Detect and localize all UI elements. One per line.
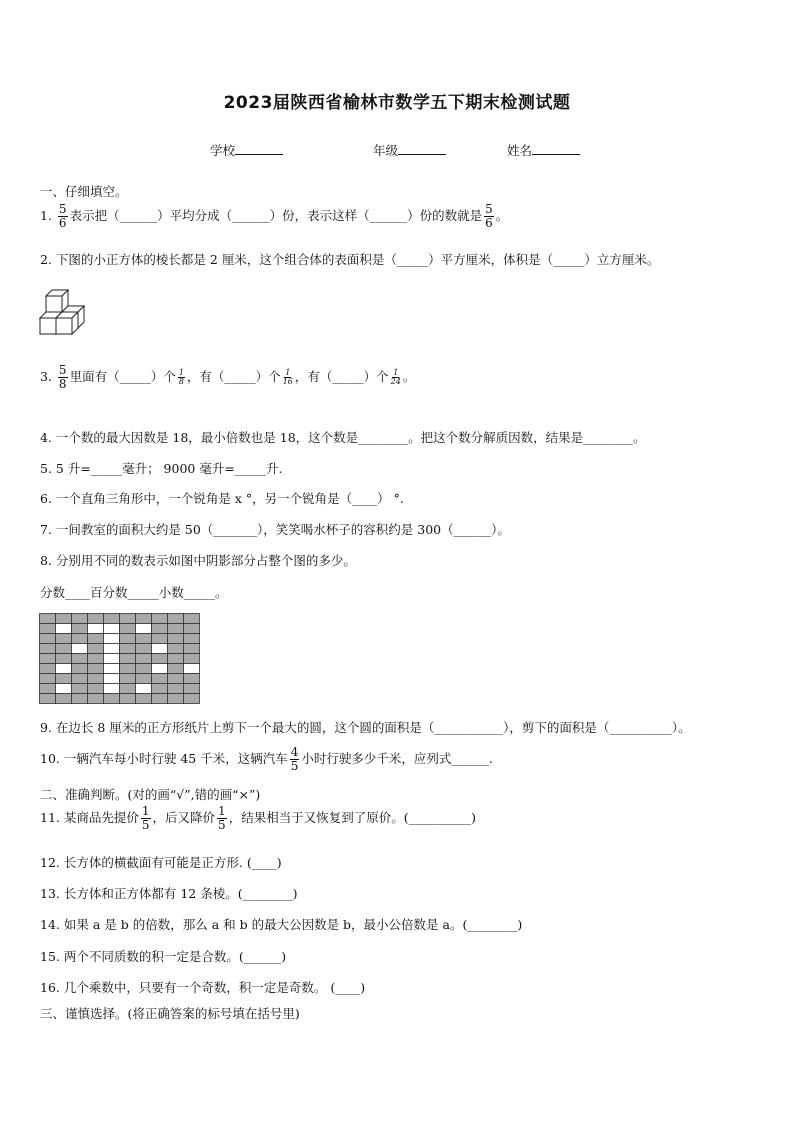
grid-cell-shaded — [136, 614, 152, 624]
grid-cell — [56, 664, 72, 674]
grade-label: 年级 — [373, 143, 399, 158]
grid-cell — [184, 664, 200, 674]
section-3-heading: 三、谨慎选择。(将正确答案的标号填在括号里) — [40, 1006, 300, 1021]
grid-cell-shaded — [152, 624, 168, 634]
cube-front-face — [56, 318, 72, 334]
fraction: $\frac{1}{8}$ — [178, 368, 184, 386]
question-number: 5. — [40, 461, 52, 476]
grid-cell-shaded — [136, 634, 152, 644]
grid-cell-shaded — [184, 684, 200, 694]
grid-cell — [56, 684, 72, 694]
question-number: 14. — [40, 917, 60, 932]
grid-cell-shaded — [152, 674, 168, 684]
question-7 — [40, 520, 510, 538]
question-text: 5 升=_____毫升； 9000 毫升=_____升. — [55, 461, 283, 476]
grid-cell — [56, 624, 72, 634]
school-field — [210, 141, 283, 159]
grid-cell-shaded — [184, 634, 200, 644]
grid-cell-shaded — [168, 654, 184, 664]
question-number: 11. — [40, 810, 60, 825]
grade-field — [373, 141, 446, 159]
grid-cell-shaded — [40, 624, 56, 634]
grid-cell — [136, 624, 152, 634]
grid-cell-shaded — [88, 644, 104, 654]
question-15 — [40, 947, 286, 965]
grid-cell-shaded — [88, 634, 104, 644]
question-8-answer-line: 分数____百分数_____小数_____。 — [40, 585, 228, 600]
section-1-heading: 一、仔细填空。 — [40, 184, 128, 199]
question-text: 长方体的横截面有可能是正方形. (____) — [63, 855, 282, 870]
question-number: 2. — [40, 252, 52, 267]
grid-cell-shaded — [56, 644, 72, 654]
grid-cell-shaded — [168, 694, 184, 704]
section-2-heading: 二、准确判断。(对的画“√”,错的画“×”) — [40, 787, 261, 802]
grid-cell — [104, 644, 120, 654]
grid-cell-shaded — [136, 644, 152, 654]
grid-cell — [136, 684, 152, 694]
grid-cell-shaded — [168, 634, 184, 644]
grid-cell-shaded — [152, 654, 168, 664]
grid-cell-shaded — [168, 644, 184, 654]
question-6 — [40, 489, 404, 507]
grid-cell-shaded — [152, 614, 168, 624]
grid-cell — [88, 624, 104, 634]
question-text: 一间教室的面积大约是 50（_______），笑笑喝水杯子的容积约是 300（______）。 — [55, 522, 510, 537]
question-text: 一个数的最大因数是 18，最小倍数也是 18，这个数是________。把这个数分解质因数，结果是________。 — [55, 430, 646, 445]
grid-cell-shaded — [152, 634, 168, 644]
question-12 — [40, 853, 282, 871]
grid-cell-shaded — [88, 614, 104, 624]
grid-cell-shaded — [72, 614, 88, 624]
cube-front-face — [40, 318, 56, 334]
grid-cell-shaded — [120, 694, 136, 704]
fraction: $\frac{1}{24}$ — [390, 368, 401, 386]
grid-cell-shaded — [168, 674, 184, 684]
fraction: $\frac{5}{8}$ — [58, 363, 67, 391]
grid-cell-shaded — [120, 644, 136, 654]
question-text: 下图的小正方体的棱长都是 2 厘米，这个组合体的表面积是（_____）平方厘米，体积是（_____）立方厘米。 — [55, 252, 660, 267]
grid-cell — [104, 654, 120, 664]
grid-cell — [104, 624, 120, 634]
grid-cell-shaded — [56, 674, 72, 684]
question-number: 9. — [40, 720, 52, 735]
grid-cell-shaded — [168, 614, 184, 624]
question-text: 表示把（______）平均分成（______）份，表示这样（______）份的数就是 — [69, 208, 483, 223]
grid-cell-shaded — [56, 614, 72, 624]
grid-cell-shaded — [56, 654, 72, 664]
grid-cell-shaded — [72, 654, 88, 664]
question-text: 长方体和正方体都有 12 条棱。(________) — [63, 886, 298, 901]
grid-cell-shaded — [40, 654, 56, 664]
school-blank — [235, 142, 283, 155]
question-8 — [40, 551, 356, 569]
grid-cell-shaded — [40, 644, 56, 654]
grid-cell-shaded — [136, 694, 152, 704]
question-number: 12. — [40, 855, 60, 870]
name-label: 姓名 — [507, 143, 533, 158]
grid-cell-shaded — [184, 654, 200, 664]
grid-cell-shaded — [168, 684, 184, 694]
name-field — [507, 141, 580, 159]
grid-cell-shaded — [184, 614, 200, 624]
question-number: 6. — [40, 491, 52, 506]
question-10: 10. 一辆汽车每小时行驶 45 千米，这辆汽车 $\frac{4}{5}$ 小时行驶多少千米，应列式______. — [40, 745, 493, 773]
grid-cell-shaded — [184, 674, 200, 684]
grid-cell — [104, 664, 120, 674]
grid-cell-shaded — [104, 694, 120, 704]
grid-cell-shaded — [184, 644, 200, 654]
fraction: $\frac{4}{5}$ — [290, 745, 299, 773]
question-number: 10. — [40, 751, 60, 766]
question-number: 13. — [40, 886, 60, 901]
question-5 — [40, 459, 283, 477]
question-text: 一个直角三角形中，一个锐角是 x °，另一个锐角是（____） °. — [55, 491, 404, 506]
question-number: 3. — [40, 369, 52, 384]
grid-cell-shaded — [72, 664, 88, 674]
grid-cell-shaded — [56, 694, 72, 704]
grid-cell-shaded — [120, 624, 136, 634]
grid-cell-shaded — [168, 664, 184, 674]
grid-cell — [104, 674, 120, 684]
grid-cell-shaded — [120, 654, 136, 664]
grid-cell — [72, 644, 88, 654]
grid-cell-shaded — [184, 624, 200, 634]
question-text: 几个乘数中，只要有一个奇数，积一定是奇数。 (____) — [63, 980, 366, 995]
question-11: 11. 某商品先提价 $\frac{1}{5}$ ，后又降价 $\frac{1}{5}$ ，结果相当于又恢复到了原价。(__________) — [40, 804, 476, 832]
grid-cell-shaded — [72, 634, 88, 644]
question-14 — [40, 915, 522, 933]
fraction: $\frac{5}{6}$ — [485, 202, 493, 230]
grid-cell — [152, 664, 168, 674]
question-16 — [40, 978, 365, 996]
question-3: 3. $\frac{5}{8}$ 里面有（_____）个 $\frac{1}{8}$ ，有（_____）个 $\frac{1}{16}$ ，有（_____）个 $\frac{1}{24}$ 。 — [40, 363, 416, 391]
grid-cell-shaded — [40, 684, 56, 694]
grid-cell-shaded — [72, 694, 88, 704]
grid-cell-shaded — [88, 674, 104, 684]
page-title: 2023届陕西省榆林市数学五下期末检测试题 — [223, 93, 571, 113]
grid-cell-shaded — [104, 614, 120, 624]
grid-cell-shaded — [40, 664, 56, 674]
question-number: 8. — [40, 553, 52, 568]
name-blank — [532, 142, 580, 155]
grid-cell — [152, 644, 168, 654]
question-number: 1. — [40, 208, 52, 223]
grid-cell-shaded — [120, 614, 136, 624]
question-number: 7. — [40, 522, 52, 537]
grid-cell-shaded — [184, 694, 200, 704]
question-13 — [40, 884, 297, 902]
fraction: $\frac{1}{16}$ — [282, 368, 293, 386]
question-text: 分别用不同的数表示如图中阴影部分占整个图的多少。 — [55, 553, 356, 568]
grid-cell-shaded — [40, 674, 56, 684]
grid-cell-shaded — [72, 674, 88, 684]
cube-figure — [38, 288, 96, 344]
question-text: 如果 a 是 b 的倍数，那么 a 和 b 的最大公因数是 b，最小公倍数是 a。(________) — [63, 917, 523, 932]
grid-cell-shaded — [136, 664, 152, 674]
fraction: $\frac{1}{5}$ — [141, 804, 150, 832]
grid-cell-shaded — [40, 614, 56, 624]
question-number: 15. — [40, 949, 60, 964]
question-4 — [40, 428, 646, 446]
grid-cell-shaded — [120, 684, 136, 694]
grid-cell-shaded — [120, 664, 136, 674]
question-text: 在边长 8 厘米的正方形纸片上剪下一个最大的圆，这个圆的面积是（___________），剪下的面积是（__________）。 — [55, 720, 691, 735]
school-label: 学校 — [210, 143, 236, 158]
question-text: 两个不同质数的积一定是合数。(______) — [63, 949, 287, 964]
question-2 — [40, 250, 659, 268]
grid-cell-shaded — [40, 634, 56, 644]
grid-cell-shaded — [72, 624, 88, 634]
grid-cell-shaded — [88, 684, 104, 694]
grid-cell-shaded — [88, 664, 104, 674]
grid-cell-shaded — [120, 674, 136, 684]
fraction: $\frac{5}{6}$ — [58, 202, 67, 230]
grid-cell-shaded — [168, 624, 184, 634]
fraction: $\frac{1}{5}$ — [218, 804, 226, 832]
question-1: 1. $\frac{5}{6}$ 表示把（______）平均分成（______）份，表示这样（______）份的数就是 $\frac{5}{6}$ 。 — [40, 202, 509, 230]
grid-cell-shaded — [88, 654, 104, 664]
grid-cell-shaded — [136, 654, 152, 664]
grid-cell-shaded — [56, 634, 72, 644]
grade-blank — [398, 142, 446, 155]
grid-cell-shaded — [40, 694, 56, 704]
question-number: 16. — [40, 980, 60, 995]
question-9 — [40, 718, 691, 736]
grid-cell — [104, 634, 120, 644]
grid-cell-shaded — [136, 674, 152, 684]
cube-front-face — [46, 296, 62, 312]
shaded-grid-figure — [39, 613, 200, 704]
grid-cell-shaded — [152, 694, 168, 704]
grid-cell-shaded — [88, 694, 104, 704]
grid-cell-shaded — [120, 634, 136, 644]
grid-cell-shaded — [152, 684, 168, 694]
grid-cell — [104, 684, 120, 694]
grid-cell-shaded — [72, 684, 88, 694]
question-number: 4. — [40, 430, 52, 445]
